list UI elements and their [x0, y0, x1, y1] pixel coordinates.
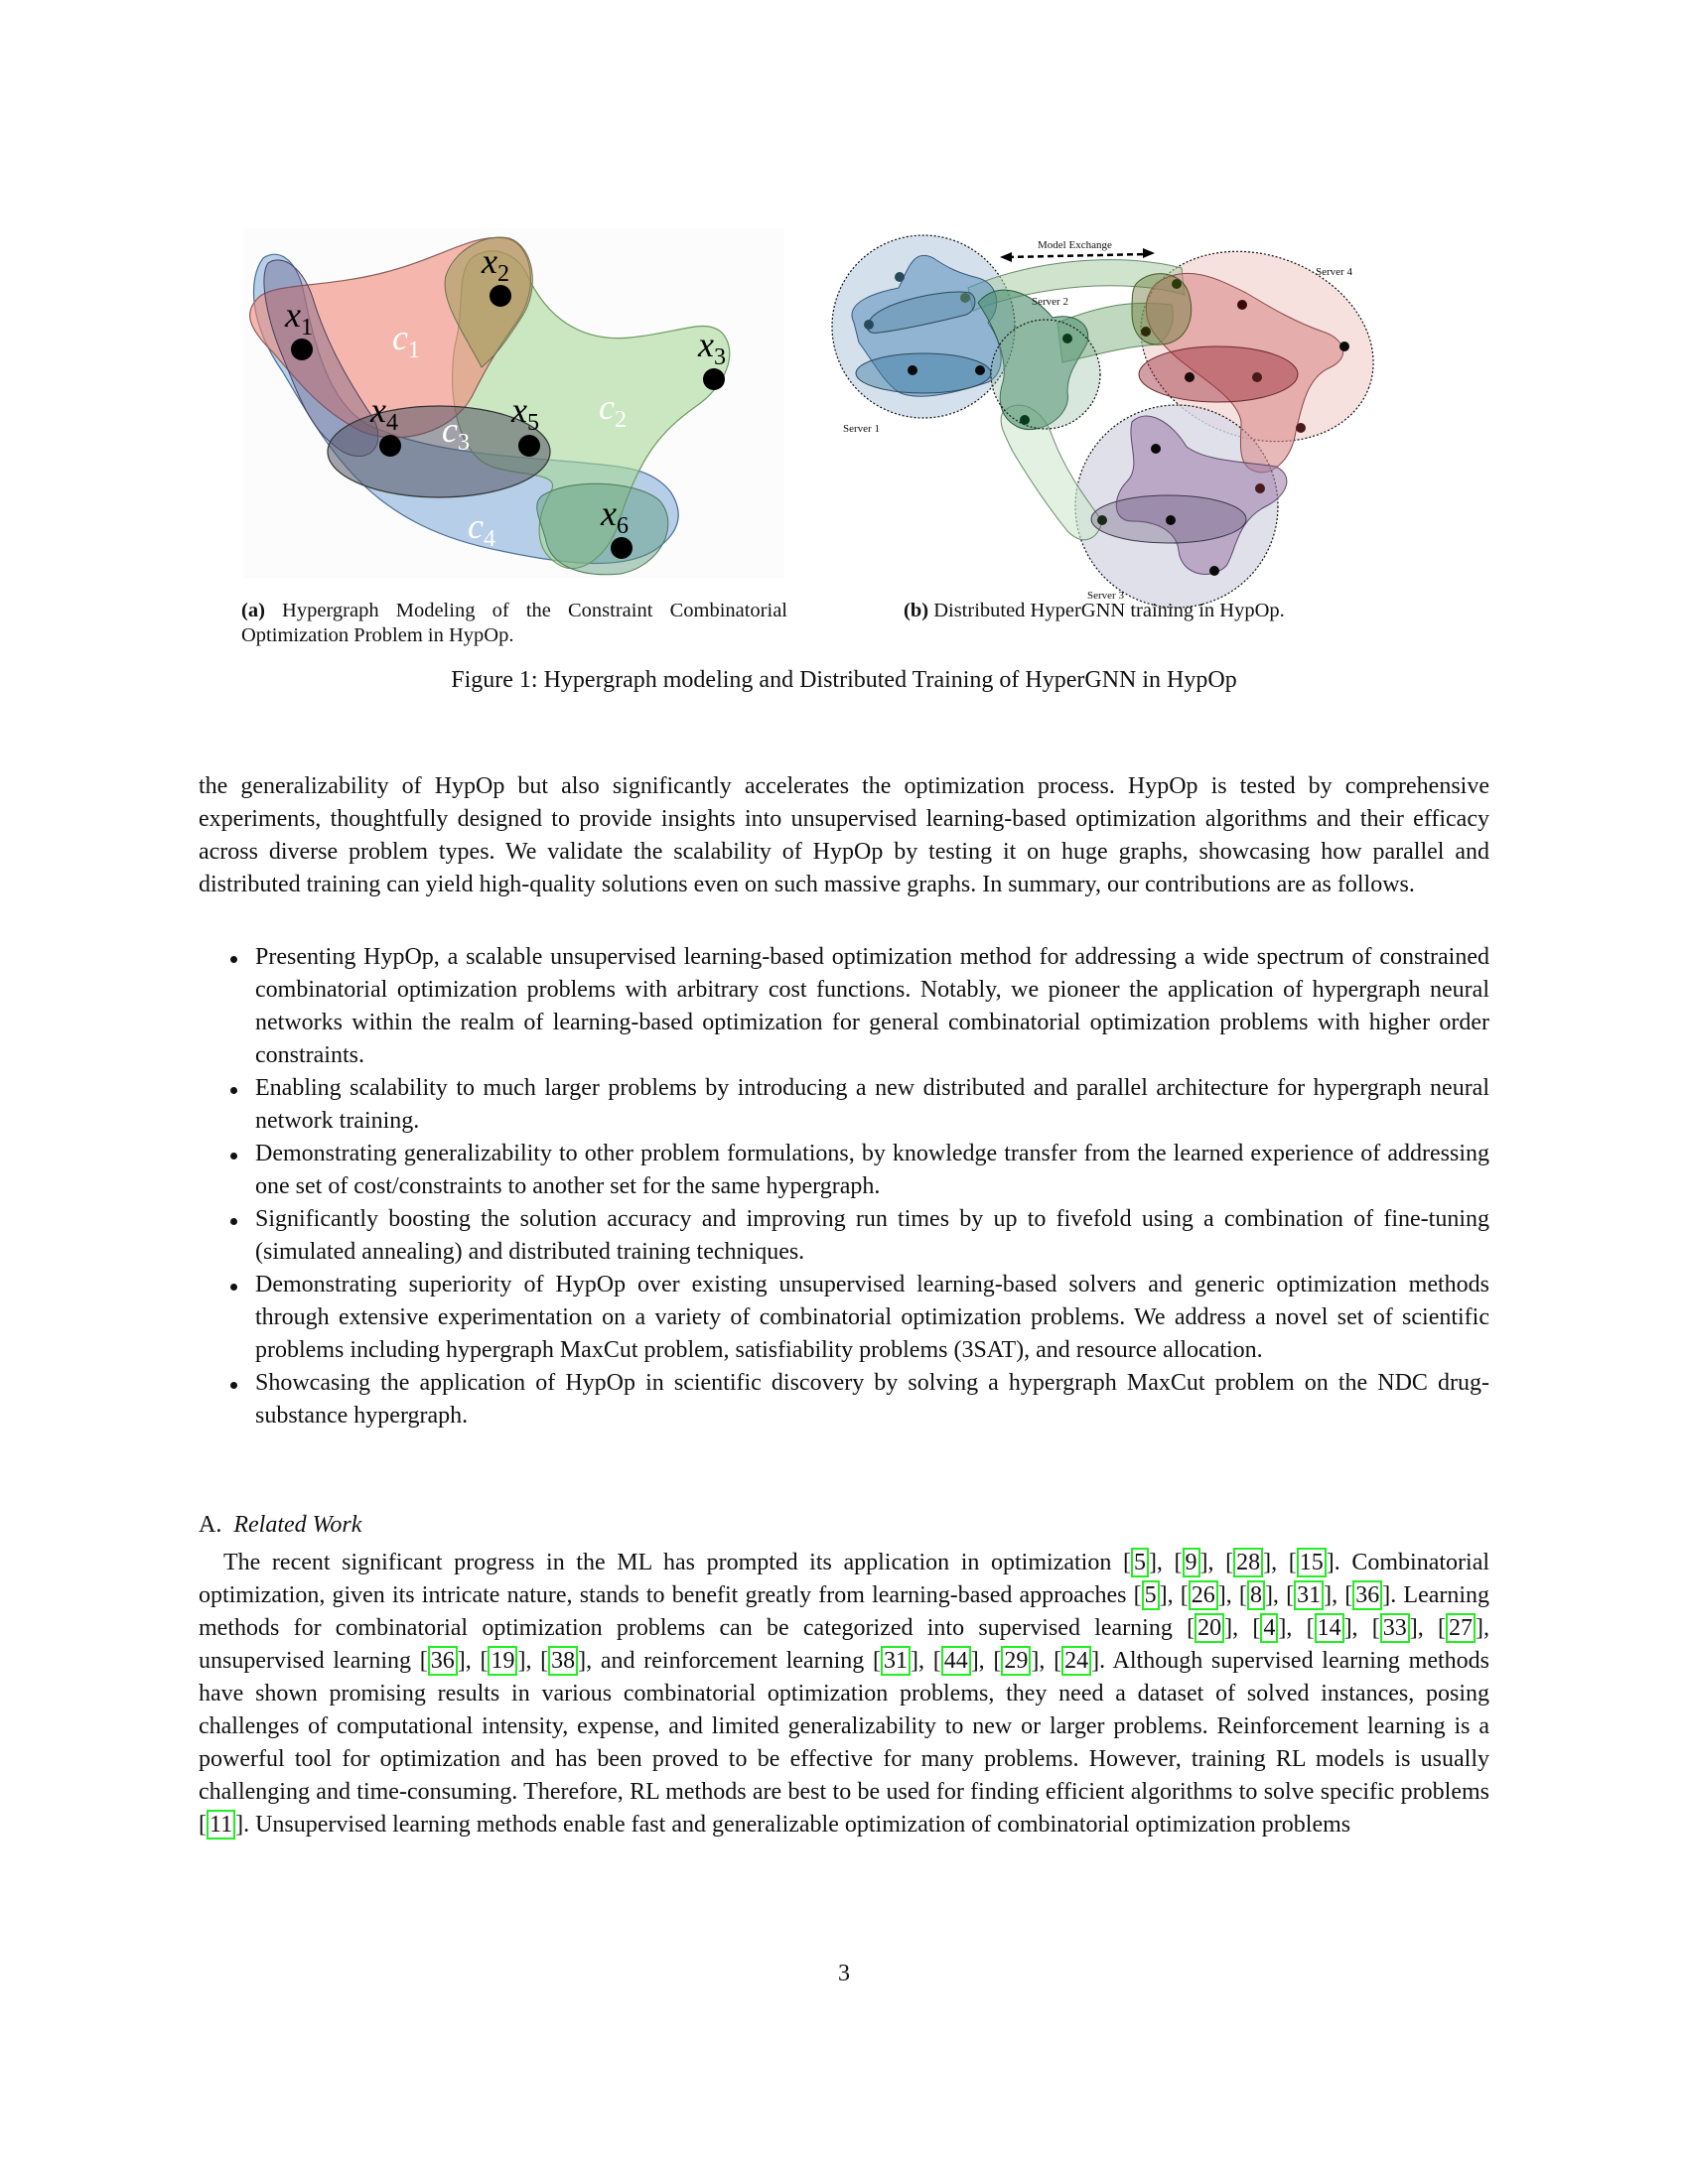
- citation-link[interactable]: 33: [1380, 1613, 1410, 1643]
- citation-link[interactable]: 19: [488, 1646, 517, 1676]
- page-number: 3: [838, 1961, 850, 1986]
- svg-text:x2: $x_2$: [482, 241, 509, 287]
- citation-link[interactable]: 20: [1195, 1613, 1224, 1643]
- bullet-icon: [230, 956, 237, 963]
- node-x6: [611, 537, 633, 559]
- citation-link[interactable]: 28: [1233, 1548, 1263, 1577]
- citation-link[interactable]: 36: [428, 1646, 458, 1676]
- citation-link[interactable]: 31: [881, 1646, 911, 1676]
- citation-link[interactable]: 27: [1446, 1613, 1476, 1643]
- section-title: Related Work: [233, 1512, 362, 1538]
- figure-a-hypergraph: [243, 228, 784, 578]
- list-item: Demonstrating superiority of HypOp over existing unsupervised learning-based solvers and generic optimization methods through extensive experimentation on a variety of combinatorial optimization problems. We address a novel set of scientific problems including hypergraph MaxCut problem, satisfiability problems (3SAT), and resource allocation.: [199, 1269, 1489, 1367]
- bullet-icon: [230, 1153, 237, 1160]
- server-2-label: Server 2: [1032, 296, 1068, 308]
- citation-link[interactable]: 5: [1142, 1580, 1160, 1610]
- label-c2: $c_2$: [599, 387, 627, 433]
- bullet-icon: [230, 1087, 237, 1094]
- server-3-label: Server 3: [1087, 590, 1124, 602]
- citation-link[interactable]: 29: [1001, 1646, 1031, 1676]
- server-1-label: Server 1: [843, 423, 880, 435]
- model-exchange-label: Model Exchange: [1038, 239, 1112, 251]
- svg-text:x3: $x_3$: [698, 325, 726, 370]
- citation-link[interactable]: 9: [1183, 1548, 1200, 1577]
- list-item: Presenting HypOp, a scalable unsupervised learning-based optimization method for addressing a wide spectrum of constrained combinatorial optimization problems with arbitrary cost functions. Notably, we pioneer the application of hypergraph neural networks within the realm of learning-based optimization for general combinatorial optimization problems with higher order constraints.: [199, 941, 1489, 1072]
- citation-link[interactable]: 4: [1260, 1613, 1278, 1643]
- related-work-paragraph: [199, 1547, 1489, 1842]
- citation-link[interactable]: 11: [207, 1810, 235, 1840]
- subfigure-a-tag: (a): [241, 600, 265, 621]
- svg-text:x5: $x_5$: [511, 390, 539, 436]
- subfigure-a-text: Hypergraph Modeling of the Constraint Combinatorial Optimization Problem in HypOp.: [241, 600, 787, 646]
- subfigure-b-text: Distributed HyperGNN training in HypOp.: [928, 600, 1285, 621]
- figure-b-distributed-training: [829, 223, 1385, 602]
- citation-link[interactable]: 36: [1352, 1580, 1382, 1610]
- citation-link[interactable]: 14: [1315, 1613, 1344, 1643]
- label-c4: $c_4$: [468, 506, 495, 552]
- citation-link[interactable]: 5: [1131, 1548, 1149, 1577]
- node-x1: [291, 339, 313, 360]
- section-heading-related-work: [199, 1509, 361, 1542]
- label-c3: $c_3$: [442, 410, 470, 456]
- figure-caption: Figure 1: Hypergraph modeling and Distributed Training of HyperGNN in HypOp: [451, 667, 1237, 693]
- related-work-text: The recent significant progress in the ML has prompted its application in optimization [ 5 ], [ 9 ], [ 28 ], [ 15 ]. Combinatorial optimization, given its intricate nature, stands to benefit greatly from learning-based approaches [ 5 ], [ 26 ], [ 8 ], [ 31 ], [ 36 ]. Learning methods for combinatorial optimization problems can be categorized into supervised learning [ 20 ], [ 4 ], [ 14 ], [ 33 ], [ 27 ], unsupervised learning [ 36 ], [ 19 ], [ 38 ], and reinforcement learning [ 31 ], [ 44 ], [ 29 ], [ 24 ]. Although supervised learning methods have shown promising results in various combinatorial optimization problems, they need a dataset of solved instances, posing challenges of computational intensity, expense, and limited generalizability to new or larger problems. Reinforcement learning is a powerful tool for optimization and has been proved to be effective for many problems. However, training RL models is usually challenging and time-consuming. Therefore, RL methods are best to be used for finding efficient algorithms to solve specific problems [ 11 ]. Unsupervised learning methods enable fast and generalizable optimization of combinatorial optimization problems: [199, 1550, 1490, 1838]
- node-x2: [490, 285, 511, 307]
- list-item: Demonstrating generalizability to other problem formulations, by knowledge transfer from the learned experience of addressing one set of cost/constraints to another set for the same hypergraph.: [199, 1138, 1489, 1203]
- contributions-list: [199, 941, 1489, 1433]
- node-x4: [379, 435, 401, 457]
- bullet-icon: [230, 1284, 237, 1291]
- subfigure-b-caption: [904, 599, 1420, 623]
- citation-link[interactable]: 44: [941, 1646, 971, 1676]
- svg-text:x6: $x_6$: [601, 493, 629, 539]
- server-2-circle: [991, 320, 1100, 429]
- list-item: Enabling scalability to much larger problems by introducing a new distributed and parallel architecture for hypergraph neural network training.: [199, 1072, 1489, 1138]
- list-item: Showcasing the application of HypOp in scientific discovery by solving a hypergraph MaxCut problem on the NDC drug-substance hypergraph.: [199, 1367, 1489, 1433]
- node-x5: [518, 435, 540, 457]
- intro-paragraph: [199, 770, 1489, 901]
- citation-link[interactable]: 26: [1189, 1580, 1218, 1610]
- arrow-right-icon: [1143, 248, 1155, 258]
- citation-link[interactable]: 15: [1297, 1548, 1327, 1577]
- bullet-icon: [230, 1382, 237, 1389]
- intro-paragraph-text: the generalizability of HypOp but also significantly accelerates the optimization process. HypOp is tested by comprehensive experiments, thoughtfully designed to provide insights into unsupervised learning-based optimization algorithms and their efficacy across diverse problem types. We validate the scalability of HypOp by testing it on huge graphs, showcasing how parallel and distributed training can yield high-quality solutions even on such massive graphs. In summary, our contributions are as follows.: [199, 773, 1489, 897]
- section-number: A.: [199, 1512, 222, 1538]
- citation-link[interactable]: 24: [1061, 1646, 1091, 1676]
- subfigure-a-caption: [241, 599, 787, 648]
- arrow-left-icon: [1000, 252, 1012, 262]
- svg-text:x4: $x_4$: [370, 390, 398, 436]
- subfigure-b-tag: (b): [904, 600, 929, 621]
- label-c1: $c_1$: [392, 318, 420, 363]
- citation-link[interactable]: 8: [1247, 1580, 1265, 1610]
- server-4-label: Server 4: [1316, 266, 1352, 278]
- svg-text:x1: $x_1$: [285, 295, 313, 341]
- bullet-icon: [230, 1218, 237, 1225]
- citation-link[interactable]: 31: [1294, 1580, 1324, 1610]
- citation-link[interactable]: 38: [548, 1646, 578, 1676]
- list-item: Significantly boosting the solution accuracy and improving run times by up to fivefold using a combination of fine-tuning (simulated annealing) and distributed training techniques.: [199, 1203, 1489, 1269]
- node-x3: [703, 368, 725, 390]
